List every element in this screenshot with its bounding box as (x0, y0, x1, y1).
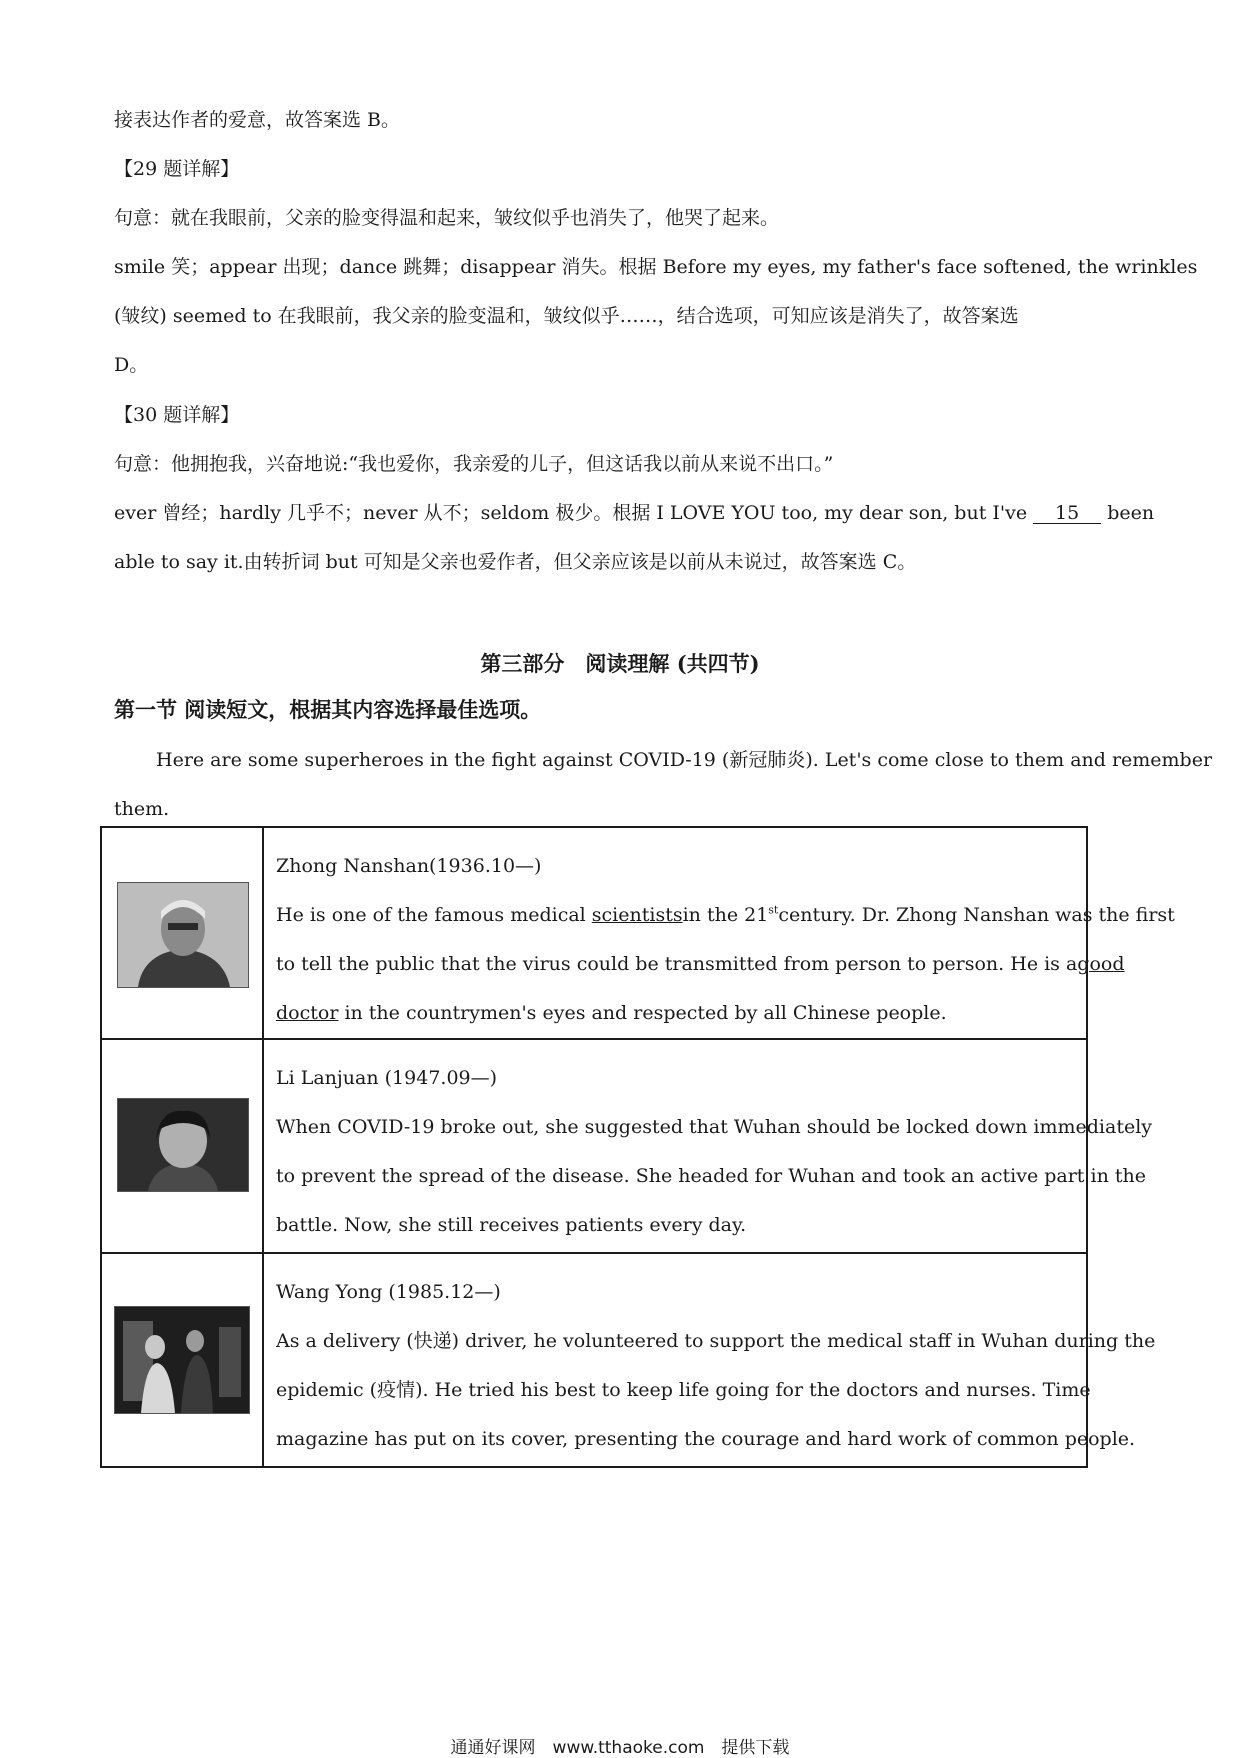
hero-line: battle. Now, she still receives patients every day. (276, 1214, 747, 1236)
q29-line1: smile 笑；appear 出现；dance 跳舞；disappear 消失。根据 Before my eyes, my father's face softened, the wrinkles (114, 256, 1198, 278)
table-row (101, 1253, 1087, 1467)
hero-line: to tell the public that the virus could be transmitted from person to person. He is agood (276, 953, 1125, 975)
portrait-image (118, 1099, 248, 1191)
photo-cell (101, 827, 263, 1039)
hero-name: Li Lanjuan (1947.09—) (276, 1067, 498, 1089)
q30-line1-a: ever 曾经；hardly 几乎不；never 从不；seldom 极少。根据 I LOVE YOU too, my dear son, but I've (114, 502, 1028, 524)
q29-line2: (皱纹) seemed to 在我眼前，我父亲的脸变温和，皱纹似乎……，结合选项，可知应该是消失了，故答案选 (114, 305, 1019, 327)
q30-blank: 15 (1033, 503, 1101, 524)
q30-line1-b: been (1107, 502, 1155, 524)
q30-heading: 【30 题详解】 (114, 404, 240, 426)
q29-meaning: 句意：就在我眼前，父亲的脸变得温和起来，皱纹似乎也消失了，他哭了起来。 (114, 207, 780, 229)
hero-cell (263, 1253, 1156, 1467)
li-lanjuan-photo (117, 1098, 249, 1192)
q30-line2: able to say it.由转折词 but 可知是父亲也爱作者，但父亲应该是以前从未说过，故答案选 C。 (114, 551, 917, 573)
portrait-image (118, 883, 248, 987)
zhong-nanshan-photo (117, 882, 249, 988)
q29-heading: 【29 题详解】 (114, 158, 240, 180)
wang-yong-photo (114, 1306, 250, 1414)
intro-line1: Here are some superheroes in the fight against COVID-19 (新冠肺炎). Let's come close to them and remember (156, 749, 1213, 771)
q30-line1 (114, 501, 1154, 525)
hero-line: When COVID-19 broke out, she suggested that Wuhan should be locked down immediately (276, 1116, 1153, 1138)
part3-title: 第三部分 阅读理解 (共四节) (480, 651, 760, 676)
superheroes-table (100, 826, 1175, 1468)
hero-line: to prevent the spread of the disease. She headed for Wuhan and took an active part in the (276, 1165, 1146, 1187)
hero-line: magazine has put on its cover, presenting the courage and hard work of common people. (276, 1428, 1136, 1450)
photo-cell (101, 1253, 263, 1467)
underlined-word: scientists (591, 904, 683, 926)
table-row (101, 1039, 1087, 1253)
photo-cell (101, 1039, 263, 1253)
intro-line2: them. (114, 798, 170, 820)
hero-name: Wang Yong (1985.12—) (276, 1281, 501, 1303)
hero-name: Zhong Nanshan(1936.10—) (276, 855, 542, 877)
hero-line: epidemic (疫情). He tried his best to keep life going for the doctors and nurses. Time (276, 1379, 1091, 1401)
explanation-line-top: 接表达作者的爱意，故答案选 B。 (114, 109, 401, 131)
q30-meaning: 句意：他拥抱我，兴奋地说:“我也爱你，我亲爱的儿子，但这话我以前从来说不出口。” (114, 453, 834, 475)
hero-cell (263, 1039, 1153, 1253)
footer: 通通好课网 www.tthaoke.com 提供下载 (450, 1738, 790, 1758)
hero-line: doctor in the countrymen's eyes and respected by all Chinese people. (276, 1002, 947, 1024)
portrait-image (115, 1307, 249, 1413)
hero-line: He is one of the famous medical scientistsin the 21stcentury. Dr. Zhong Nanshan was the first (276, 903, 1175, 926)
q29-line3: D。 (114, 354, 149, 376)
section1-title: 第一节 阅读短文，根据其内容选择最佳选项。 (114, 697, 542, 722)
underlined-word: doctor (276, 1002, 339, 1024)
hero-line: As a delivery (快递) driver, he volunteered to support the medical staff in Wuhan during the (276, 1330, 1156, 1352)
underlined-word: good (1077, 953, 1125, 975)
hero-cell (263, 827, 1175, 1039)
table-row (101, 827, 1087, 1039)
